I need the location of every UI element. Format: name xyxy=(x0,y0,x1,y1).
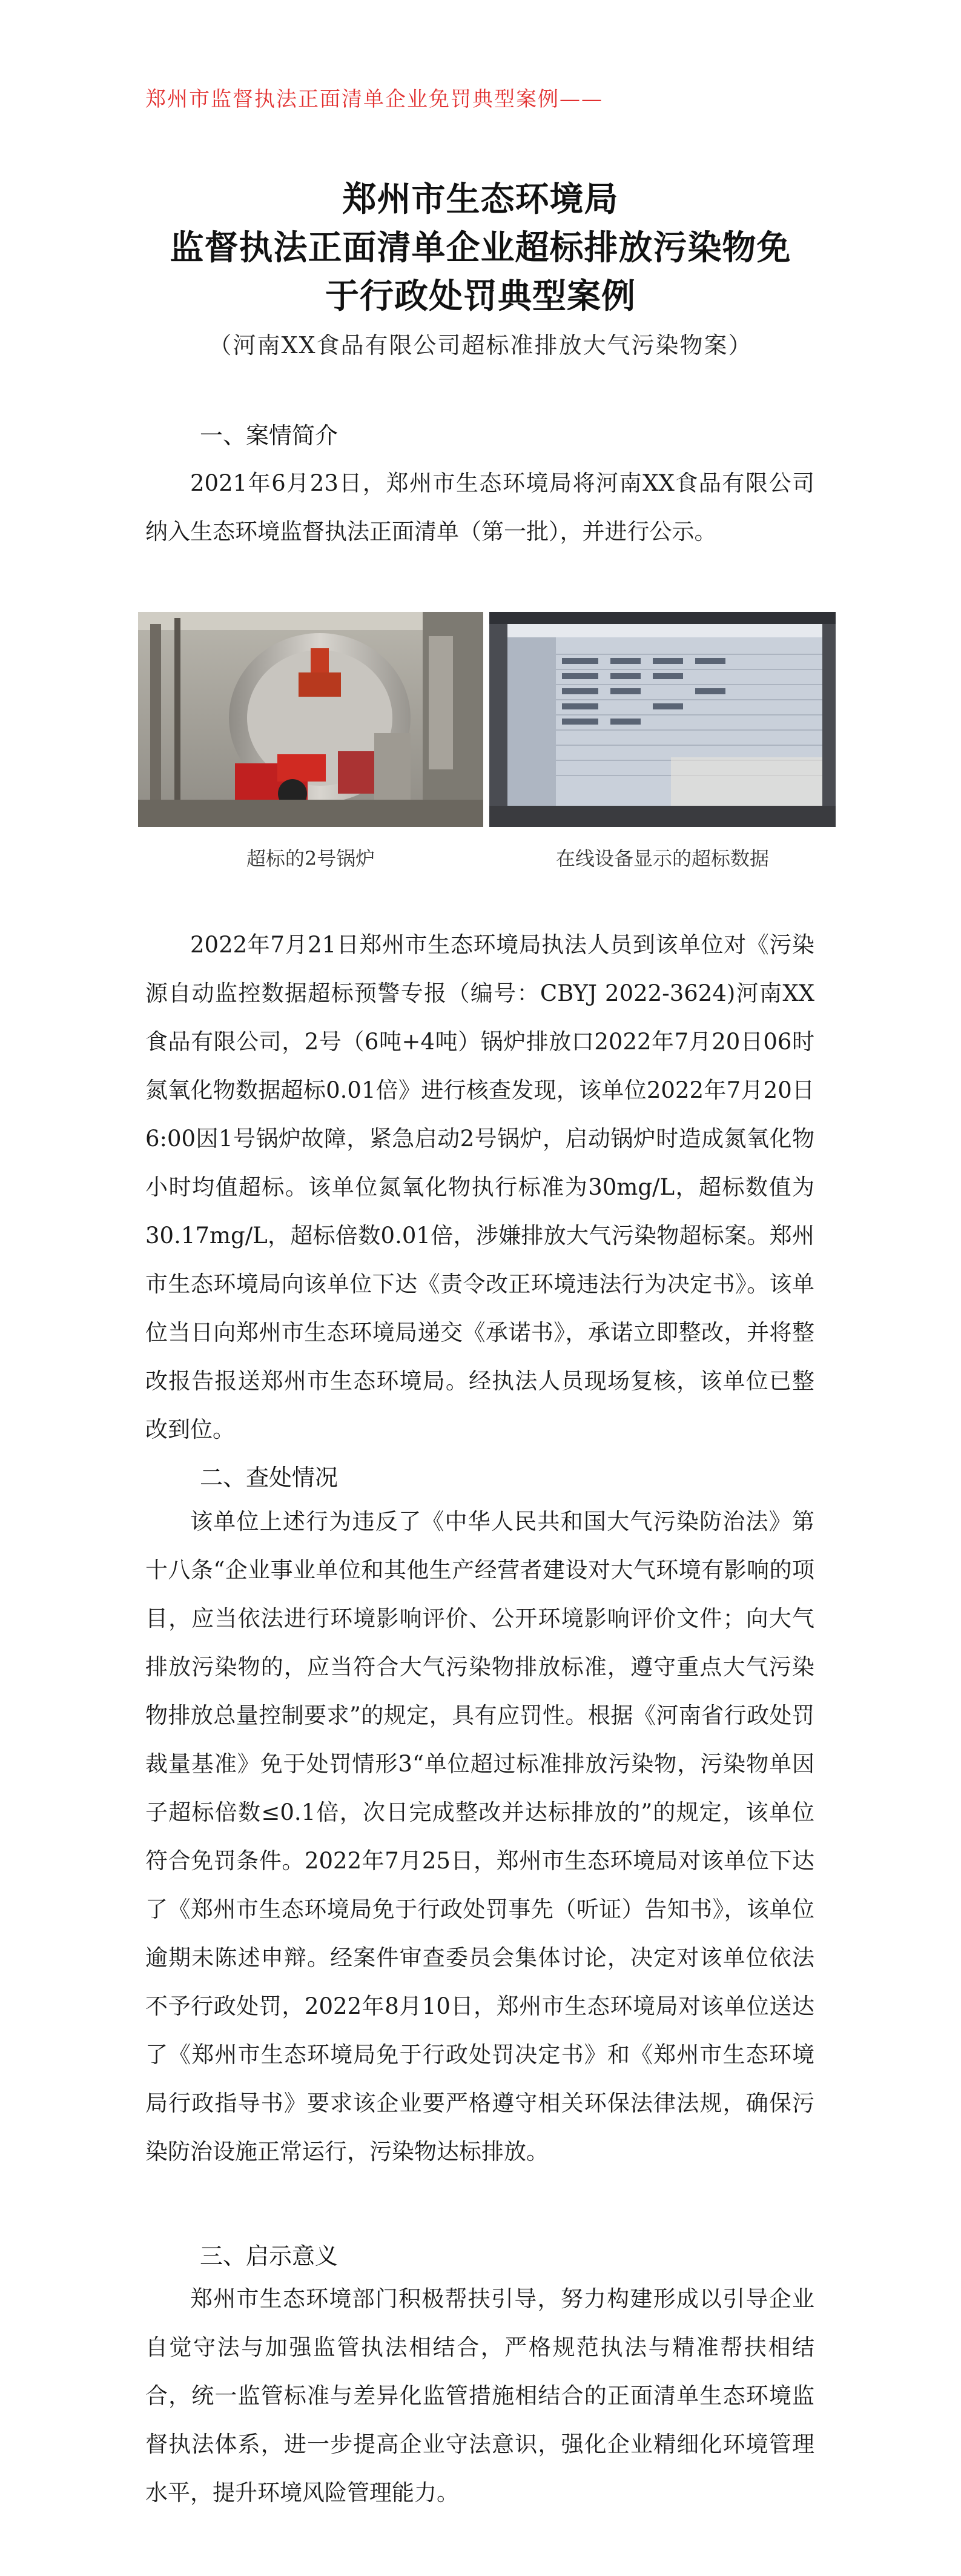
title-line-3: 于行政处罚典型案例 xyxy=(325,277,636,316)
caption-monitor-photo: 在线设备显示的超标数据 xyxy=(555,847,769,870)
title-block xyxy=(97,176,864,362)
series-header: 郑州市监督执法正面清单企业免罚典型案例—— xyxy=(145,87,603,111)
section-heading-investigation: 二、查处情况 xyxy=(200,1464,338,1491)
title-line-1: 郑州市生态环境局 xyxy=(342,180,619,219)
paragraph-significance: 郑州市生态环境部门积极帮扶引导，努力构建形成以引导企业自觉守法与加强监管执法相结合，严格规范执法与精准帮扶相结合，统一监管标准与差异化监管措施相结合的正面清单生态环境监督执法体系，进一步提高企业守法意识，强化企业精细化环境管理水平，提升环境风险管理能力。 xyxy=(145,2286,814,2506)
monitor-photo xyxy=(489,612,836,827)
paragraph-case-details: 2022年7月21日郑州市生态环境局执法人员到该单位对《污染源自动监控数据超标预警专报（编号：CBYJ 2022-3624)河南XX食品有限公司，2号（6吨+4吨）锅炉排放口2022年7月20日06时氮氧化物数据超标0.01倍》进行核查发现，该单位2022年7月20日6:00因1号锅炉故障，紧急启动2号锅炉，启动锅炉时造成氮氧化物小时均值超标。该单位氮氧化物执行标准为30mg/L，超标数值为30.17mg/L，超标倍数0.01倍，涉嫌排放大气污染物超标案。郑州市生态环境局向该单位下达《责令改正环境违法行为决定书》。该单位当日向郑州市生态环境局递交《承诺书》，承诺立即整改，并将整改报告报送郑州市生态环境局。经执法人员现场复核，该单位已整改到位。 xyxy=(145,932,814,1442)
section-heading-case-summary: 一、案情简介 xyxy=(200,422,338,449)
boiler-photo xyxy=(138,612,483,827)
paragraph-investigation: 该单位上述行为违反了《中华人民共和国大气污染防治法》第十八条“企业事业单位和其他生产经营者建设对大气环境有影响的项目，应当依法进行环境影响评价、公开环境影响评价文件；向大气排放污染物的，应当符合大气污染物排放标准，遵守重点大气污染物排放总量控制要求”的规定，具有应罚性。根据《河南省行政处罚裁量基准》免于处罚情形3“单位超过标准排放污染物，污染物单因子超标倍数≤0.1倍，次日完成整改并达标排放的”的规定，该单位符合免罚条件。2022年7月25日，郑州市生态环境局对该单位下达了《郑州市生态环境局免于行政处罚事先（听证）告知书》，该单位逾期未陈述申辩。经案件审查委员会集体讨论，决定对该单位依法不予行政处罚，2022年8月10日，郑州市生态环境局对该单位送达了《郑州市生态环境局免于行政处罚决定书》和《郑州市生态环境局行政指导书》要求该企业要严格遵守相关环保法律法规，确保污染防治设施正常运行，污染物达标排放。 xyxy=(145,1509,814,2165)
title-line-2: 监督执法正面清单企业超标排放污染物免 xyxy=(170,228,791,268)
section-heading-significance: 三、启示意义 xyxy=(200,2243,338,2269)
paragraph-case-intro: 2021年6月23日，郑州市生态环境局将河南XX食品有限公司纳入生态环境监督执法正面清单（第一批），并进行公示。 xyxy=(145,470,814,545)
subtitle: （河南XX食品有限公司超标准排放大气污染物案） xyxy=(208,332,753,359)
caption-boiler-photo: 超标的2号锅炉 xyxy=(246,847,375,870)
